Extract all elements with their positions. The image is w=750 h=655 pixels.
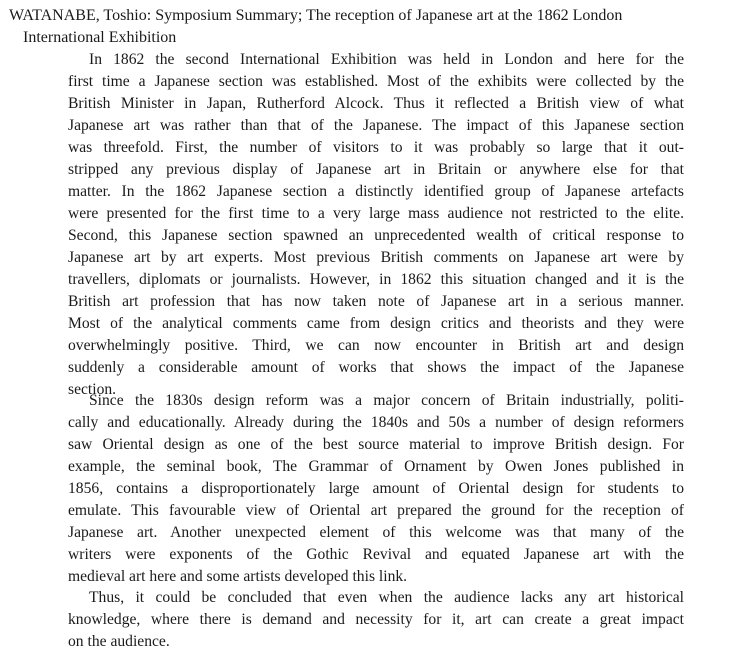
text-line: example, the seminal book, The Grammar of Ornament by Owen Jones published in: [68, 458, 684, 475]
heading-line-1: WATANABE, Toshio: Symposium Summary; The reception of Japanese art at the 1862 London: [9, 7, 623, 24]
text-line: Thus, it could be concluded that even when the audience lacks any art historical: [89, 589, 684, 606]
text-line: suddenly a considerable amount of works that shows the impact of the Japanese: [68, 359, 684, 376]
text-line: Japanese art by art experts. Most previous British comments on Japanese art were by: [68, 249, 684, 266]
text-line: was threefold. First, the number of visitors to it was probably so large that it out-: [68, 139, 684, 156]
text-line: stripped any previous display of Japanese art in Britain or anywhere else for that: [68, 161, 684, 178]
text-line: matter. In the 1862 Japanese section a distinctly identified group of Japanese artefacts: [68, 183, 684, 200]
text-line: emulate. This favourable view of Oriental art prepared the ground for the reception of: [68, 502, 684, 519]
text-line: Since the 1830s design reform was a major concern of Britain industrially, politi-: [89, 392, 684, 409]
text-line: Japanese art. Another unexpected element of this welcome was that many of the: [68, 524, 684, 541]
text-line: British art profession that has now taken note of Japanese art in a serious manner.: [68, 293, 684, 310]
text-line: overwhelmingly positive. Third, we can now encounter in British art and design: [68, 337, 684, 354]
text-line: medieval art here and some artists developed this link.: [68, 568, 408, 585]
text-line: on the audience.: [68, 633, 170, 650]
paragraph-2: [68, 390, 684, 588]
text-line: Japanese art was rather than that of the Japanese. The impact of this Japanese section: [68, 117, 684, 134]
text-line: travellers, diplomats or journalists. However, in 1862 this situation changed and it is the: [68, 271, 684, 288]
text-line: writers were exponents of the Gothic Revival and equated Japanese art with the: [68, 546, 684, 563]
text-line: 1856, contains a disproportionately large amount of Oriental design for students to: [68, 480, 684, 497]
text-line: In 1862 the second International Exhibition was held in London and here for the: [89, 51, 684, 68]
text-line: section.: [68, 381, 117, 398]
document-heading: [9, 5, 744, 49]
paragraph-1: [68, 49, 684, 401]
text-line: knowledge, where there is demand and necessity for it, art can create a great impact: [68, 611, 684, 628]
text-line: British Minister in Japan, Rutherford Alcock. Thus it reflected a British view of what: [68, 95, 684, 112]
heading-line-2: International Exhibition: [23, 29, 177, 46]
text-line: saw Oriental design as one of the best source material to improve British design. For: [68, 436, 684, 453]
paragraph-3: [68, 587, 684, 653]
text-line: Second, this Japanese section spawned an unprecedented wealth of critical response to: [68, 227, 684, 244]
text-line: were presented for the first time to a very large mass audience not restricted to the elite.: [68, 205, 684, 222]
text-line: cally and educationally. Already during the 1840s and 50s a number of design reformers: [68, 414, 684, 431]
text-line: Most of the analytical comments came from design critics and theorists and they were: [68, 315, 684, 332]
text-line: first time a Japanese section was established. Most of the exhibits were collected by the: [68, 73, 684, 90]
